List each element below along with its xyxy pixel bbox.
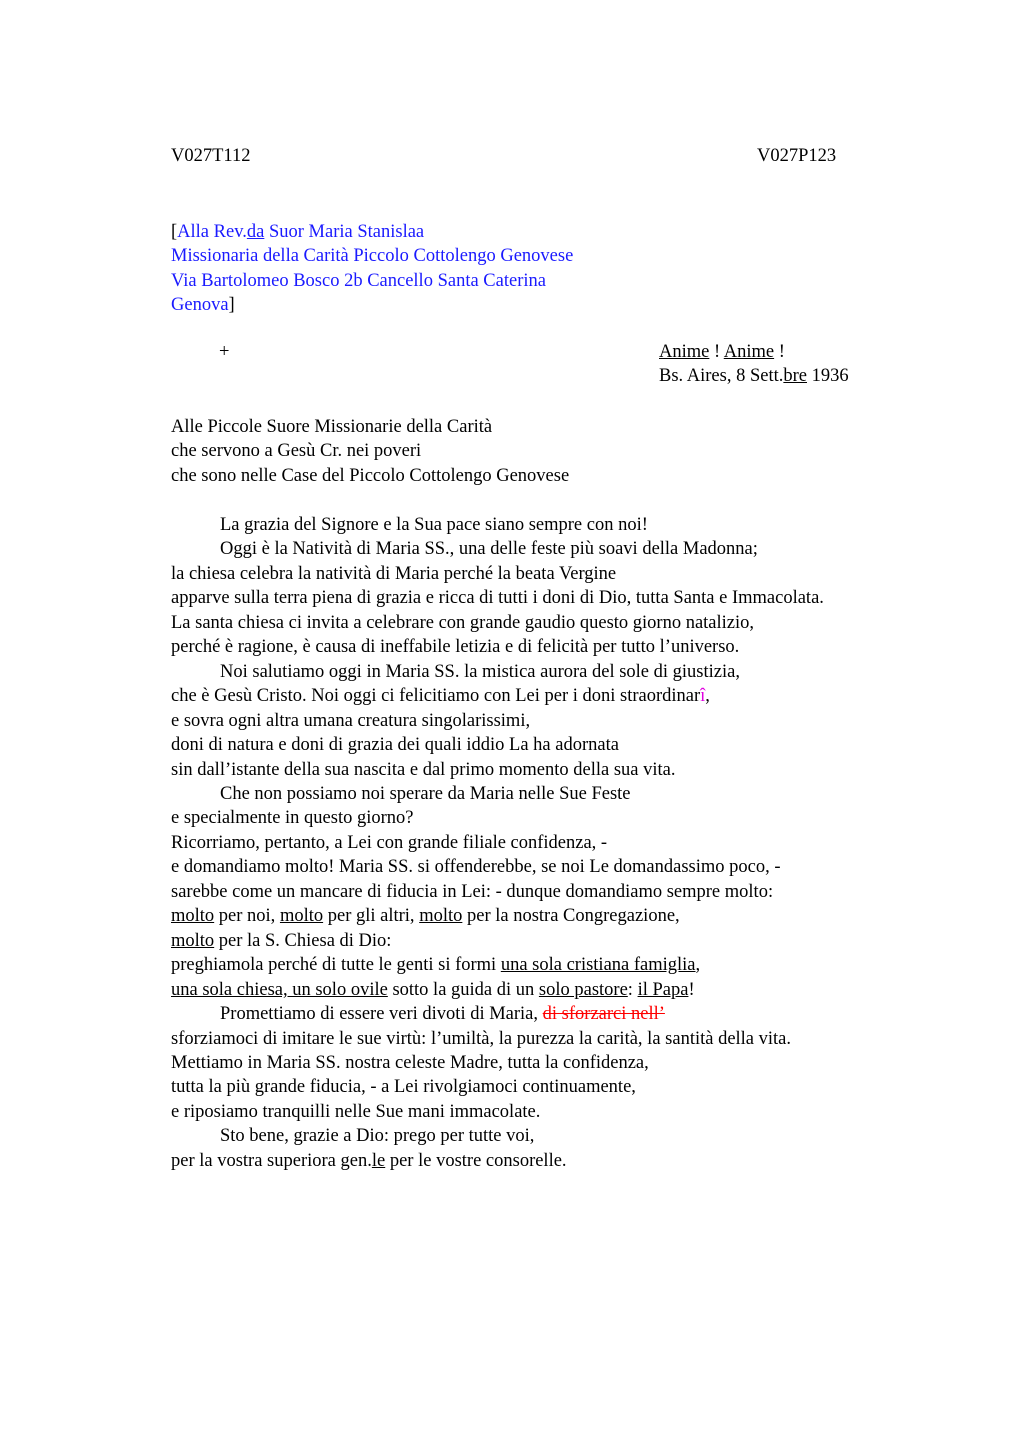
emphasis: una sola cristiana famiglia (500, 955, 696, 975)
recipient-line: che sono nelle Case del Piccolo Cottolengo Genovese (171, 466, 570, 486)
body-text: ! (688, 980, 695, 1000)
body-line (220, 1002, 665, 1026)
body-text: , (705, 686, 710, 706)
body-line: doni di natura e doni di grazia dei quali iddio La ha adornata (171, 735, 619, 755)
body-text: per la S. Chiesa di Dio: (214, 931, 392, 951)
motto-word-1: Anime (659, 342, 710, 362)
date-year: 1936 (807, 366, 849, 386)
address-line-1 (171, 220, 424, 244)
bracket-close: ] (228, 295, 235, 315)
body-line (171, 684, 710, 708)
recipient-line: che servono a Gesù Cr. nei poveri (171, 441, 422, 461)
body-line: e domandiamo molto! Maria SS. si offenderebbe, se noi Le domandassimo poco, - (171, 857, 781, 877)
body-line: la chiesa celebra la natività di Maria perché la beata Vergine (171, 564, 617, 584)
emphasis: il Papa (637, 980, 689, 1000)
emphasis: molto (171, 931, 215, 951)
address-name: Suor Maria Stanislaa (264, 222, 425, 242)
body-line: e specialmente in questo giorno? (171, 808, 414, 828)
body-line (171, 953, 700, 977)
body-line: Che non possiamo noi sperare da Maria nelle Sue Feste (220, 784, 631, 804)
address-abbrev: da (246, 222, 265, 242)
address-line-2: Missionaria della Carità Piccolo Cottolengo Genovese (171, 246, 574, 266)
body-line: sin dall’istante della sua nascita e dal primo momento della sua vita. (171, 760, 676, 780)
motto (659, 342, 785, 363)
motto-sep-1: ! (709, 342, 724, 362)
body-line: Noi salutiamo oggi in Maria SS. la mistica aurora del sole di giustizia, (220, 662, 740, 682)
cross-symbol: + (219, 342, 230, 362)
bracket-open: [ (171, 222, 178, 242)
emphasis: molto (279, 906, 324, 926)
emphasis: le (371, 1151, 386, 1171)
emphasis: una sola chiesa, un solo ovile (171, 980, 388, 1000)
body-line: tutta la più grande fiducia, - a Lei rivolgiamoci continuamente, (171, 1077, 636, 1097)
body-line: e sovra ogni altra umana creatura singolarissimi, (171, 711, 531, 731)
correction-mark: î (700, 686, 706, 706)
struck-text: di sforzarci nell’ (542, 1004, 665, 1024)
body-text: Promettiamo di essere veri divoti di Maria, (220, 1004, 543, 1024)
body-line (171, 904, 680, 928)
body-text: per noi, (214, 906, 280, 926)
date-line (659, 366, 849, 387)
document-code-left: V027T112 (171, 146, 251, 166)
date-abbrev: bre (783, 366, 807, 386)
emphasis: solo pastore (538, 980, 628, 1000)
body-line: sforziamoci di imitare le sue virtù: l’umiltà, la purezza la carità, la santità della vita. (171, 1029, 792, 1049)
body-text: che è Gesù Cristo. Noi oggi ci felicitiamo con Lei per i doni straordinar (171, 686, 701, 706)
body-line: Sto bene, grazie a Dio: prego per tutte voi, (220, 1126, 535, 1146)
address-line-3: Via Bartolomeo Bosco 2b Cancello Santa Caterina (171, 271, 546, 291)
address-salutation: Alla Rev. (177, 222, 247, 242)
body-text: sotto la guida di un (387, 980, 539, 1000)
body-line: Ricorriamo, pertanto, a Lei con grande filiale confidenza, - (171, 833, 608, 853)
body-text: preghiamola perché di tutte le genti si formi (171, 955, 501, 975)
body-line: Oggi è la Natività di Maria SS., una delle feste più soavi della Madonna; (220, 539, 758, 559)
emphasis: molto (171, 906, 215, 926)
body-line: e riposiamo tranquilli nelle Sue mani immacolate. (171, 1102, 541, 1122)
body-line: Mettiamo in Maria SS. nostra celeste Madre, tutta la confidenza, (171, 1053, 649, 1073)
body-text: per la nostra Congregazione, (462, 906, 680, 926)
body-line: sarebbe come un mancare di fiducia in Lei: - dunque domandiamo sempre molto: (171, 882, 774, 902)
body-line (171, 978, 695, 1002)
body-line: apparve sulla terra piena di grazia e ricca di tutti i doni di Dio, tutta Santa e Immacolata. (171, 588, 824, 608)
body-text: per gli altri, (323, 906, 420, 926)
motto-word-2: Anime (723, 342, 775, 362)
motto-sep-2: ! (774, 342, 785, 362)
document-code-right: V027P123 (757, 146, 837, 166)
address-city: Genova (171, 295, 229, 315)
body-line (171, 1149, 567, 1173)
address-line-4 (171, 293, 235, 317)
body-text: , (695, 955, 701, 975)
body-text: : (627, 980, 638, 1000)
body-line: La grazia del Signore e la Sua pace siano sempre con noi! (220, 515, 648, 535)
emphasis: molto (419, 906, 463, 926)
body-line: perché è ragione, è causa di ineffabile letizia e di felicità per tutto l’universo. (171, 637, 740, 657)
recipient-line: Alle Piccole Suore Missionarie della Carità (171, 417, 493, 437)
body-text: per le vostre consorelle. (385, 1151, 567, 1171)
date-place: Bs. Aires, 8 Sett. (659, 366, 784, 386)
body-line (171, 929, 391, 953)
body-text: per la vostra superiora gen. (171, 1151, 372, 1171)
body-line: La santa chiesa ci invita a celebrare con grande gaudio questo giorno natalizio, (171, 613, 755, 633)
